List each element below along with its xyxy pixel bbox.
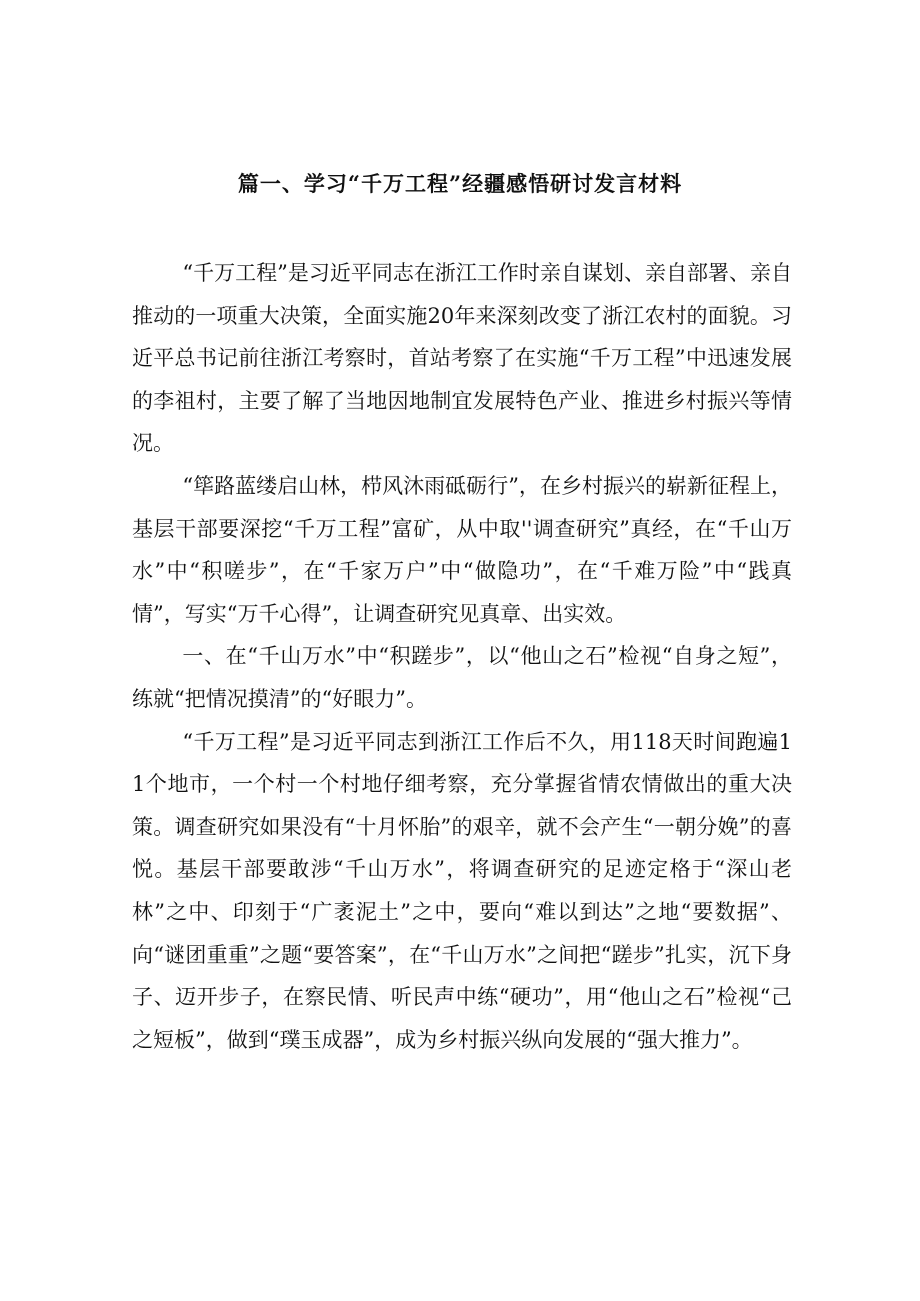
paragraph-intro: “千万工程”是习近平同志在浙江工作时亲自谋划、亲自部署、亲自推动的一项重大决策，全面实施20年来深刻改变了浙江农村的面貌。习近平总书记前往浙江考察时，首站考察了在实施“千万工程”中迅速发展的李祖村，主要了解了当地因地制宜发展特色产业、推进乡村振兴等情况。 [132, 261, 792, 456]
section-heading-1: 一、在“千山万水”中“积蹉步”，以“他山之石”检视“自身之短”，练就“把情况摸清”的“好眼力”。 [132, 644, 792, 711]
document-title: 篇一、学习“千万工程”经疆感悟研讨发言材料 [237, 171, 683, 197]
paragraph-section-1: “千万工程”是习近平同志到浙江工作后不久，用118天时间跑遍11个地市，一个村一个村地仔细考察，充分掌握省情农情做出的重大决策。调查研究如果没有“十月怀胎”的艰辛，就不会产生“一朝分娩”的喜悦。基层干部要敢涉“千山万水”，将调查研究的足迹定格于“深山老林”之中、印刻于“广袤泥土”之中，要向“难以到达”之地“要数据”、向“谜团重重”之题“要答案”，在“千山万水”之间把“蹉步”扎实，沉下身子、迈开步子，在察民情、听民声中练“硬功”，用“他山之石”检视“己之短板”，做到“璞玉成器”，成为乡村振兴纵向发展的“强大推力”。 [132, 729, 792, 1052]
paragraph-context: “筚路蓝缕启山林，栉风沐雨砥砺行”，在乡村振兴的崭新征程上，基层干部要深挖“千万工程”富矿，从中取''调查研究”真经，在“千山万水”中“积嗟步”，在“千家万户”中“做隐功”，在“千难万险”中“践真情”，写实“万千心得”，让调查研究见真章、出实效。 [132, 473, 792, 626]
document-body [132, 252, 792, 1061]
